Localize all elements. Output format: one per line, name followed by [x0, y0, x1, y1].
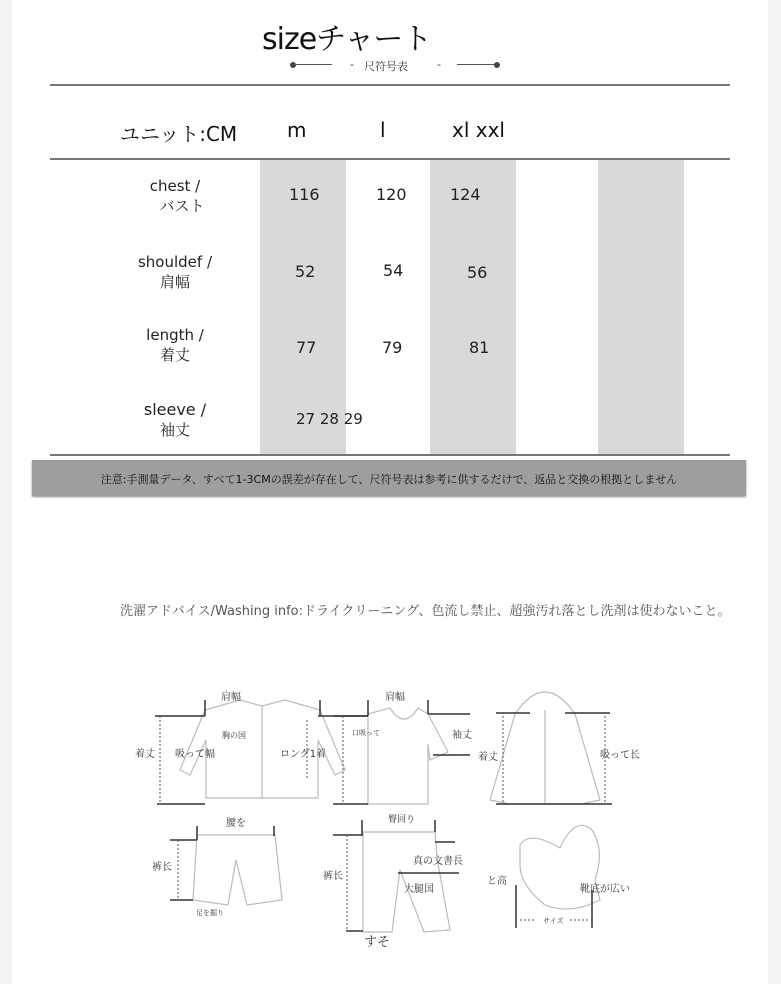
diagram-tshirt-chest: 口吸って	[352, 729, 380, 737]
diagram-pants-thigh: 大腿国	[404, 884, 434, 895]
diagram-shirt-shoulder: 肩幅	[221, 692, 241, 703]
hoodie-illustration	[490, 692, 612, 804]
diagram-shoe-height: と高	[487, 876, 507, 887]
row-label-sleeve: sleeve / 袖丈	[143, 400, 207, 439]
divider	[457, 64, 495, 65]
cell-length-xl: 81	[469, 338, 490, 357]
column-shade-extra	[598, 160, 684, 454]
row-label-length: length / 着丈	[146, 326, 204, 364]
subtitle-text: 尺符号表	[364, 60, 408, 73]
diagram-tshirt-shoulder: 肩幅	[385, 692, 405, 703]
divider	[50, 454, 730, 456]
notice-banner: 注意:手測量データ、すべて1-3CMの誤差が存在して、尺符号表は参考に供するだけで、返品と交換の根拠としません	[32, 460, 746, 496]
diagram-shirt-chest: 胸の国	[222, 731, 246, 740]
row-label-shoulder: shouldef / 肩幅	[137, 253, 213, 291]
diagram-shorts-waist: 腰を	[226, 818, 246, 829]
divider	[294, 64, 332, 65]
cell-length-l: 79	[382, 338, 403, 357]
cell-sleeve: 27 28 29	[296, 410, 363, 428]
cell-shoulder-l: 54	[383, 261, 404, 280]
diagram-shirt-waist: 吸って幅	[175, 749, 215, 760]
diagram-pants-hip: 臀回り	[388, 815, 416, 825]
diagram-shorts-length: 裤长	[152, 862, 172, 873]
cell-length-m: 77	[296, 338, 317, 357]
cell-chest-l: 120	[376, 185, 407, 204]
diagram-shoe-sole: 靴底が広い	[580, 884, 630, 895]
diagram-hoodie-length: 着丈	[478, 752, 498, 763]
divider	[50, 158, 730, 160]
diagram-pants-hem: すそ	[364, 935, 391, 950]
unit-label: ユニット:CM	[120, 122, 238, 146]
diagram-hoodie-sleeve: 吸って长	[600, 750, 640, 761]
diagram-pants-rise: 真の文書長	[413, 856, 463, 867]
diagram-pants-length: 裤长	[323, 871, 343, 882]
pants-illustration	[333, 820, 459, 932]
shoe-illustration	[516, 825, 600, 928]
diagram-shoe-size: サイズ	[543, 917, 564, 925]
shorts-illustration	[170, 826, 282, 905]
size-header-l: l	[380, 118, 386, 142]
dot-icon	[290, 62, 296, 68]
cell-chest-xl: 124	[450, 185, 481, 204]
cell-shoulder-m: 52	[295, 262, 316, 281]
dot-icon	[494, 62, 500, 68]
cell-shoulder-xl: 56	[467, 263, 488, 282]
page-title: sizeチャート	[262, 22, 432, 57]
divider	[50, 84, 730, 86]
row-label-chest: chest / バスト	[149, 177, 205, 215]
diagram-shorts-hem: 足を掘り	[196, 909, 224, 917]
column-shade-xl	[430, 160, 516, 454]
washing-info: 洗濯アドバイス/Washing info:ドライクリーニング、色流し禁止、超強汚れ落とし洗剤は使わないこと。	[120, 604, 731, 619]
diagram-tshirt-sleeve: 袖丈	[452, 730, 472, 741]
cell-chest-m: 116	[289, 185, 320, 204]
size-header-m: m	[287, 118, 307, 142]
size-header-xl-xxl: xl xxl	[452, 118, 505, 142]
tshirt-illustration	[333, 700, 470, 804]
diagram-shirt-length: 着丈	[135, 749, 155, 760]
subtitle: - 尺符号表 -	[290, 58, 505, 74]
diagram-shirt-sleeve: ロング1着	[280, 749, 327, 760]
